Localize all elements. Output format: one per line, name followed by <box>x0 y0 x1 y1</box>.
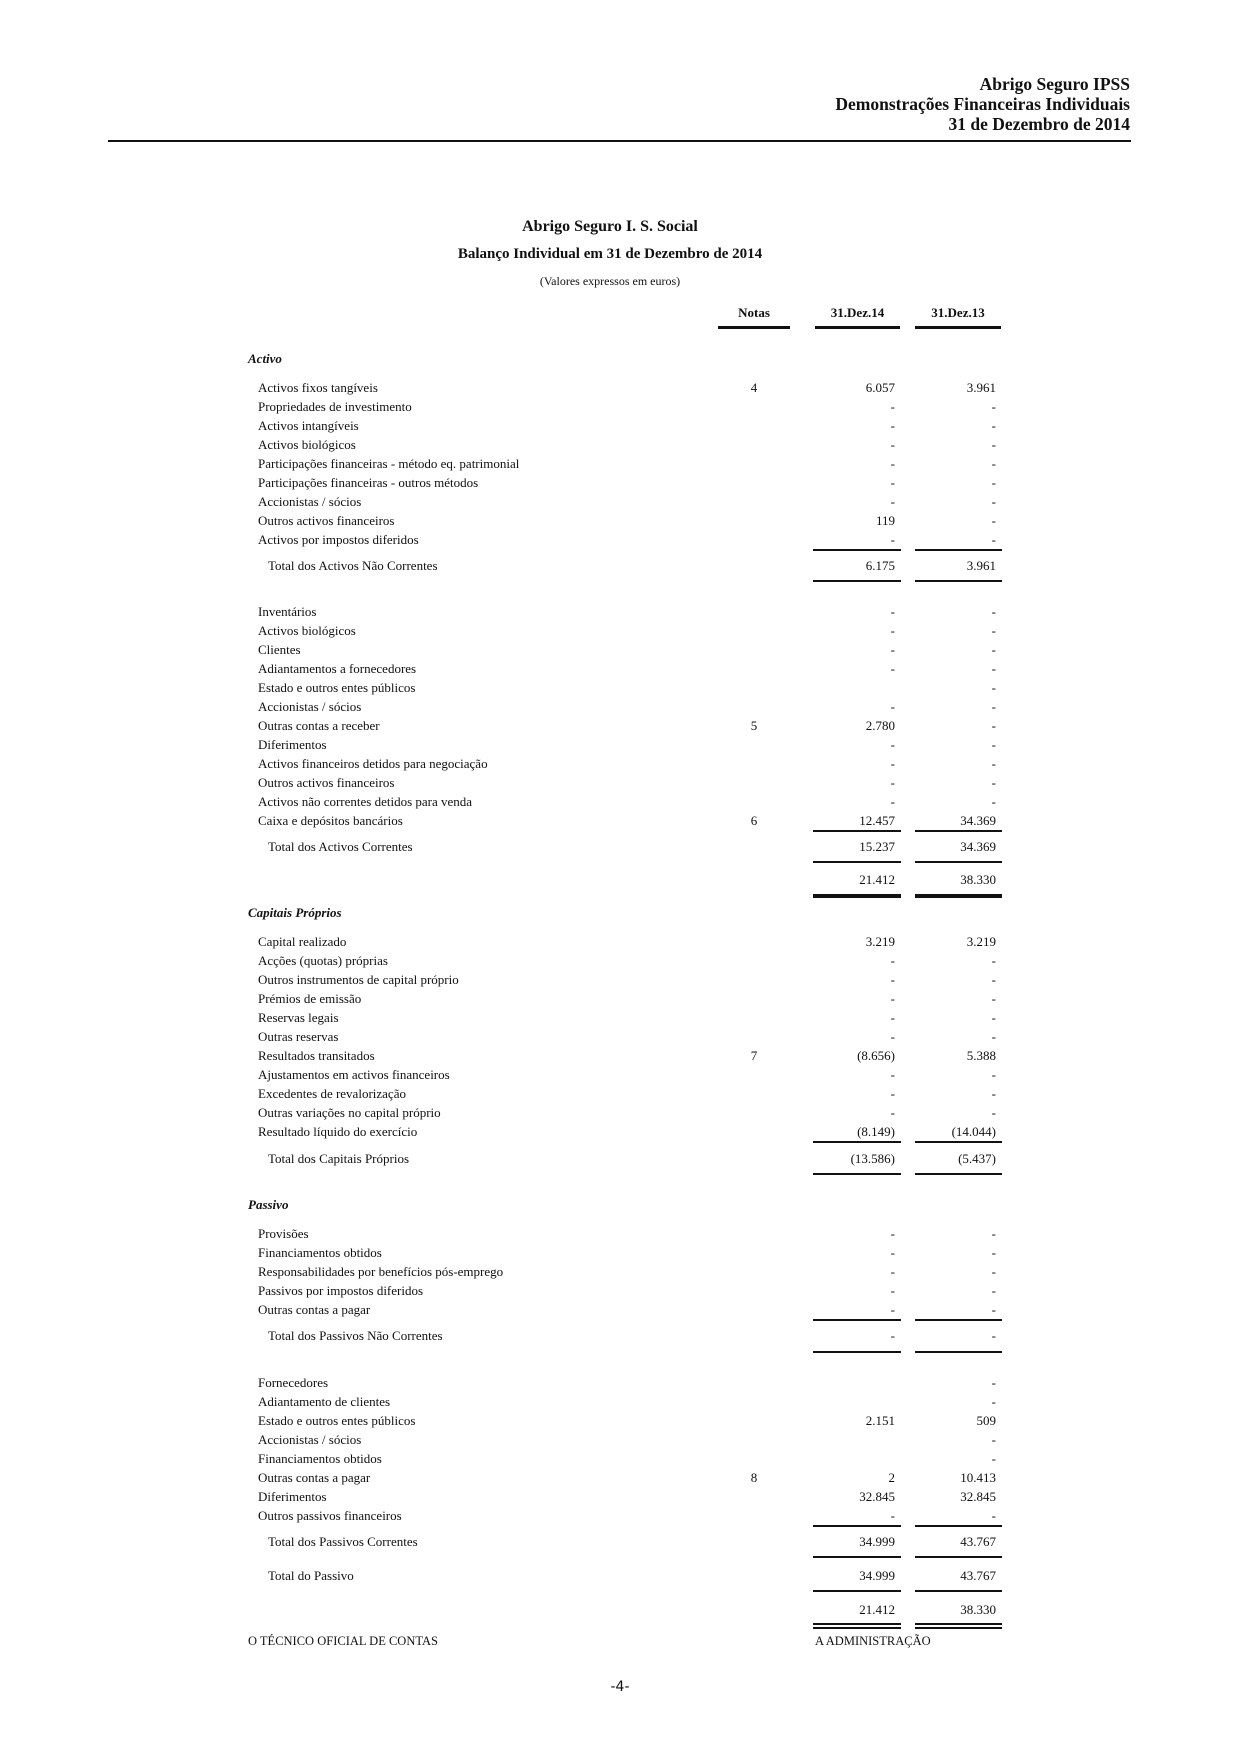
table-row: Participações financeiras - método eq. patrimonial - - <box>258 456 996 471</box>
table-row: Fornecedores - <box>258 1375 996 1390</box>
total-row-equity-and-liabilities: 21.412 38.330 <box>859 1602 996 1617</box>
column-header-current: 31.Dez.14 <box>815 305 900 321</box>
table-row: Estado e outros entes públicos - <box>258 680 996 695</box>
table-row: Adiantamento de clientes - <box>258 1394 996 1409</box>
total-row-current-liabilities: Total dos Passivos Correntes 34.999 43.767 <box>268 1534 996 1549</box>
total-rule <box>915 1556 1002 1558</box>
table-row: Diferimentos - - <box>258 737 996 752</box>
document-header <box>835 74 1130 134</box>
header-doc-title: Demonstrações Financeiras Individuais <box>835 94 1130 114</box>
table-row: Resultados transitados 7 (8.656) 5.388 <box>258 1048 996 1063</box>
table-row: Estado e outros entes públicos 2.151 509 <box>258 1413 996 1428</box>
subtotal-rule <box>813 549 901 551</box>
signature-administration: A ADMINISTRAÇÃO <box>815 1634 931 1648</box>
table-row: Financiamentos obtidos - - <box>258 1245 996 1260</box>
table-row: Outras contas a pagar 8 2 10.413 <box>258 1470 996 1485</box>
total-rule <box>813 1590 901 1592</box>
total-rule <box>813 580 901 582</box>
header-org-name: Abrigo Seguro IPSS <box>979 74 1130 94</box>
table-row: Activos fixos tangíveis 4 6.057 3.961 <box>258 380 996 395</box>
statement-title: Balanço Individual em 31 de Dezembro de 2014 <box>457 246 763 262</box>
total-rule <box>915 580 1002 582</box>
total-rule <box>915 861 1002 863</box>
units-note: (Valores expressos em euros) <box>539 274 681 288</box>
section-heading-passivo: Passivo <box>248 1197 289 1212</box>
subtotal-rule <box>915 1319 1002 1321</box>
table-row: Diferimentos 32.845 32.845 <box>258 1489 996 1504</box>
table-row: Responsabilidades por benefícios pós-emprego - - <box>258 1264 996 1279</box>
table-row: Outros activos financeiros - - <box>258 775 996 790</box>
table-row: Outras variações no capital próprio - - <box>258 1105 996 1120</box>
total-row-liabilities: Total do Passivo 34.999 43.767 <box>268 1568 996 1583</box>
subtotal-rule <box>915 830 1002 832</box>
table-row: Activos biológicos - - <box>258 623 996 638</box>
subtotal-rule <box>813 1319 901 1321</box>
table-row: Activos por impostos diferidos - - <box>258 532 996 547</box>
header-rule <box>108 140 1131 142</box>
subtotal-rule <box>915 1141 1002 1143</box>
table-row: Activos não correntes detidos para venda - - <box>258 794 996 809</box>
table-row: Outros activos financeiros 119 - <box>258 513 996 528</box>
total-row-assets: 21.412 38.330 <box>859 872 996 887</box>
table-row: Outros instrumentos de capital próprio - - <box>258 972 996 987</box>
table-row: Prémios de emissão - - <box>258 991 996 1006</box>
table-row: Activos biológicos - - <box>258 437 996 452</box>
entity-title: Abrigo Seguro I. S. Social <box>522 218 698 235</box>
subtotal-rule <box>813 1141 901 1143</box>
table-row: Accionistas / sócios - <box>258 1432 996 1447</box>
table-row: Propriedades de investimento - - <box>258 399 996 414</box>
table-row: Outros passivos financeiros - - <box>258 1508 996 1523</box>
total-rule <box>813 1173 901 1175</box>
table-row: Outras contas a receber 5 2.780 - <box>258 718 996 733</box>
total-rule <box>813 1556 901 1558</box>
section-heading-capitais-proprios: Capitais Próprios <box>248 905 342 920</box>
column-header-notes: Notas <box>718 305 790 321</box>
grand-total-rule <box>915 894 1002 898</box>
table-row: Resultado líquido do exercício (8.149) (14.044) <box>258 1124 996 1139</box>
table-row: Excedentes de revalorização - - <box>258 1086 996 1101</box>
subtotal-rule <box>915 1525 1002 1527</box>
total-rule <box>915 1173 1002 1175</box>
table-row: Participações financeiras - outros métodos - - <box>258 475 996 490</box>
table-row: Outras contas a pagar - - <box>258 1302 996 1317</box>
column-header-prior: 31.Dez.13 <box>915 305 1001 321</box>
signature-accountant: O TÉCNICO OFICIAL DE CONTAS <box>248 1634 438 1648</box>
table-row: Capital realizado 3.219 3.219 <box>258 934 996 949</box>
table-row: Caixa e depósitos bancários 6 12.457 34.369 <box>258 813 996 828</box>
table-row: Passivos por impostos diferidos - - <box>258 1283 996 1298</box>
total-rule <box>915 1351 1002 1353</box>
subtotal-rule <box>813 1525 901 1527</box>
total-rule <box>813 861 901 863</box>
page-number: -4- <box>610 1679 630 1695</box>
subtotal-rule <box>915 549 1002 551</box>
subtotal-rule <box>813 830 901 832</box>
section-heading-activo: Activo <box>248 351 282 366</box>
table-row: Ajustamentos em activos financeiros - - <box>258 1067 996 1082</box>
table-row: Reservas legais - - <box>258 1010 996 1025</box>
grand-total-rule <box>813 894 901 898</box>
table-row: Accionistas / sócios - - <box>258 494 996 509</box>
table-row: Adiantamentos a fornecedores - - <box>258 661 996 676</box>
double-rule-top <box>915 1623 1002 1625</box>
double-rule-bottom <box>813 1627 901 1629</box>
total-row-non-current-liabilities: Total dos Passivos Não Correntes - - <box>268 1328 996 1343</box>
table-row: Activos intangíveis - - <box>258 418 996 433</box>
table-row: Activos financeiros detidos para negociação - - <box>258 756 996 771</box>
total-rule <box>813 1351 901 1353</box>
table-row: Accionistas / sócios - - <box>258 699 996 714</box>
header-date: 31 de Dezembro de 2014 <box>948 114 1130 134</box>
double-rule-top <box>813 1623 901 1625</box>
table-row: Provisões - - <box>258 1226 996 1241</box>
table-row: Outras reservas - - <box>258 1029 996 1044</box>
double-rule-bottom <box>915 1627 1002 1629</box>
table-row: Inventários - - <box>258 604 996 619</box>
signature-row <box>0 1632 1240 1650</box>
table-row: Financiamentos obtidos - <box>258 1451 996 1466</box>
total-row-non-current-assets: Total dos Activos Não Correntes 6.175 3.961 <box>268 558 996 573</box>
total-rule <box>915 1590 1002 1592</box>
table-row: Acções (quotas) próprias - - <box>258 953 996 968</box>
total-row-current-assets: Total dos Activos Correntes 15.237 34.369 <box>268 839 996 854</box>
total-row-equity: Total dos Capitais Próprios (13.586) (5.437) <box>268 1151 996 1166</box>
table-row: Clientes - - <box>258 642 996 657</box>
